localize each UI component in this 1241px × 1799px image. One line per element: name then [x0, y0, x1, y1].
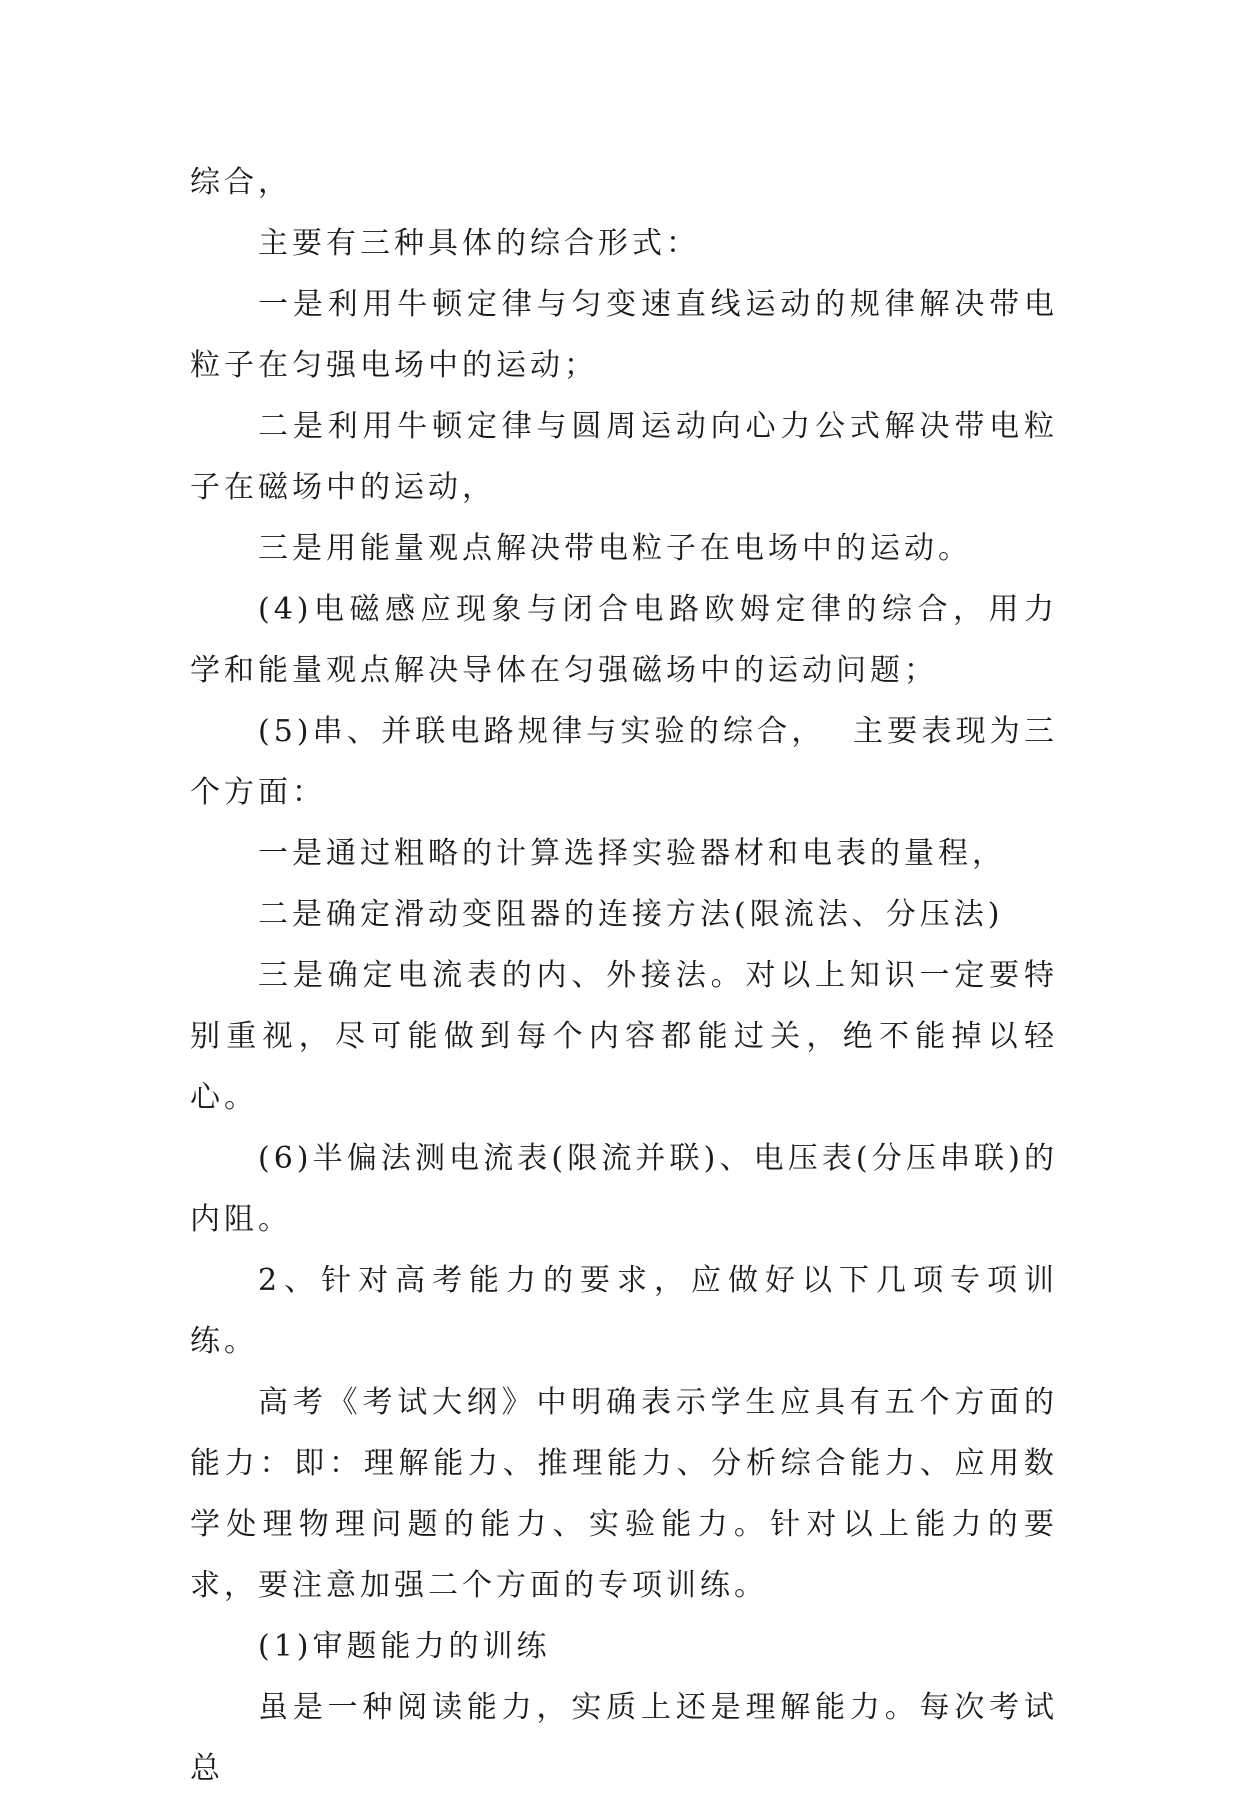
paragraph-12: 2、针对高考能力的要求，应做好以下几项专项训练。: [190, 1263, 1058, 1359]
paragraph-4: 二是利用牛顿定律与圆周运动向心力公式解决带电粒子在磁场中的运动，: [190, 409, 1058, 505]
paragraph-13: 高考《考试大纲》中明确表示学生应具有五个方面的能力：即：理解能力、推理能力、分析综合能力、应用数学处理物理问题的能力、实验能力。针对以上能力的要求，要注意加强二个方面的专项训练。: [190, 1385, 1058, 1603]
paragraph-15: 虽是一种阅读能力，实质上还是理解能力。每次考试总: [190, 1690, 1058, 1786]
paragraph-8: 一是通过粗略的计算选择实验器材和电表的量程，: [258, 836, 1006, 871]
paragraph-6: (4)电磁感应现象与闭合电路欧姆定律的综合，用力学和能量观点解决导体在匀强磁场中的运动问题；: [190, 592, 1058, 688]
paragraph-14: (1)审题能力的训练: [258, 1629, 551, 1664]
paragraph-11: (6)半偏法测电流表(限流并联)、电压表(分压串联)的内阻。: [190, 1141, 1058, 1237]
paragraph-5: 三是用能量观点解决带电粒子在电场中的运动。: [258, 531, 972, 566]
paragraph-3: 一是利用牛顿定律与匀变速直线运动的规律解决带电粒子在匀强电场中的运动；: [190, 287, 1058, 383]
body-text: [190, 152, 1058, 1799]
paragraph-1: 综合，: [190, 165, 292, 200]
paragraph-2: 主要有三种具体的综合形式：: [258, 226, 700, 261]
paragraph-9: 二是确定滑动变阻器的连接方法(限流法、分压法): [258, 897, 1004, 932]
paragraph-10: 三是确定电流表的内、外接法。对以上知识一定要特别重视，尽可能做到每个内容都能过关，绝不能掉以轻心。: [190, 958, 1058, 1115]
paragraph-7: (5)串、并联电路规律与实验的综合， 主要表现为三个方面：: [190, 714, 1058, 810]
